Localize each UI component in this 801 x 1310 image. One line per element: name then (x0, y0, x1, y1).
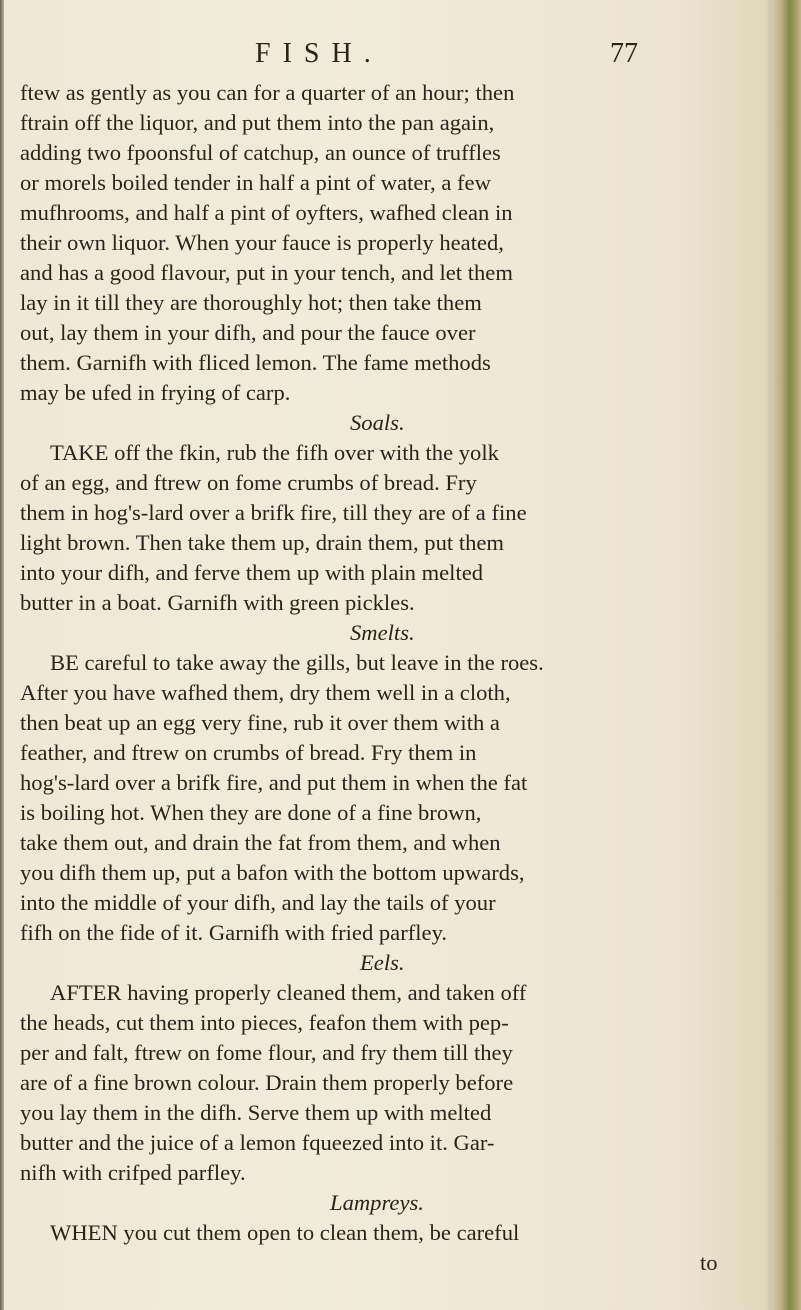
text-line: TAKE off the fkin, rub the fifh over with the yolk (50, 440, 499, 465)
text-line: them. Garnifh with fliced lemon. The fame methods (20, 350, 491, 375)
adjacent-page-edge (772, 0, 801, 1310)
text-line: nifh with crifped parfley. (20, 1160, 246, 1185)
text-line: hog's-lard over a brifk fire, and put them in when the fat (20, 770, 528, 795)
text-line: you difh them up, put a bafon with the bottom upwards, (20, 860, 525, 885)
text-line: are of a fine brown colour. Drain them properly before (20, 1070, 514, 1095)
text-line: may be ufed in frying of carp. (20, 380, 291, 405)
text-line: After you have wafhed them, dry them well in a cloth, (20, 680, 511, 705)
section-heading: Soals. (350, 410, 405, 435)
text-line: the heads, cut them into pieces, feafon them with pep- (20, 1010, 509, 1035)
page-left-edge (0, 0, 4, 1310)
text-line: adding two fpoonsful of catchup, an ounce of truffles (20, 140, 501, 165)
text-line: then beat up an egg very fine, rub it over them with a (20, 710, 500, 735)
running-head: FISH. (255, 38, 383, 69)
text-line: into your difh, and ferve them up with plain melted (20, 560, 484, 585)
text-line: light brown. Then take them up, drain them, put them (20, 530, 505, 555)
text-line: AFTER having properly cleaned them, and taken off (50, 980, 527, 1005)
text-line: butter in a boat. Garnifh with green pickles. (20, 590, 415, 615)
section-heading: Eels. (360, 950, 405, 975)
text-line: take them out, and drain the fat from them, and when (20, 830, 501, 855)
body-text (20, 78, 760, 1278)
text-line: ftrain off the liquor, and put them into the pan again, (20, 110, 495, 135)
text-line: lay in it till they are thoroughly hot; then take them (20, 290, 482, 315)
text-line: their own liquor. When your fauce is properly heated, (20, 230, 504, 255)
text-line: is boiling hot. When they are done of a fine brown, (20, 800, 482, 825)
text-line: of an egg, and ftrew on fome crumbs of bread. Fry (20, 470, 477, 495)
text-line: into the middle of your difh, and lay the tails of your (20, 890, 496, 915)
page-header (70, 38, 670, 74)
page-number: 77 (610, 38, 638, 69)
text-line: them in hog's-lard over a brifk fire, till they are of a fine (20, 500, 527, 525)
text-line: ftew as gently as you can for a quarter of an hour; then (20, 80, 515, 105)
text-line: you lay them in the difh. Serve them up with melted (20, 1100, 492, 1125)
text-line: out, lay them in your difh, and pour the fauce over (20, 320, 476, 345)
text-line: WHEN you cut them open to clean them, be careful (50, 1220, 520, 1245)
text-line: per and falt, ftrew on fome flour, and fry them till they (20, 1040, 513, 1065)
text-line: and has a good flavour, put in your tench, and let them (20, 260, 513, 285)
section-heading: Smelts. (350, 620, 415, 645)
section-heading: Lampreys. (330, 1190, 424, 1215)
text-line: or morels boiled tender in half a pint of water, a few (20, 170, 491, 195)
text-line: fifh on the fide of it. Garnifh with fried parfley. (20, 920, 448, 945)
text-line: BE careful to take away the gills, but leave in the roes. (50, 650, 544, 675)
text-line: mufhrooms, and half a pint of oyfters, wafhed clean in (20, 200, 513, 225)
text-line: butter and the juice of a lemon fqueezed into it. Gar- (20, 1130, 495, 1155)
text-line: feather, and ftrew on crumbs of bread. Fry them in (20, 740, 477, 765)
text-line: to (700, 1250, 718, 1275)
